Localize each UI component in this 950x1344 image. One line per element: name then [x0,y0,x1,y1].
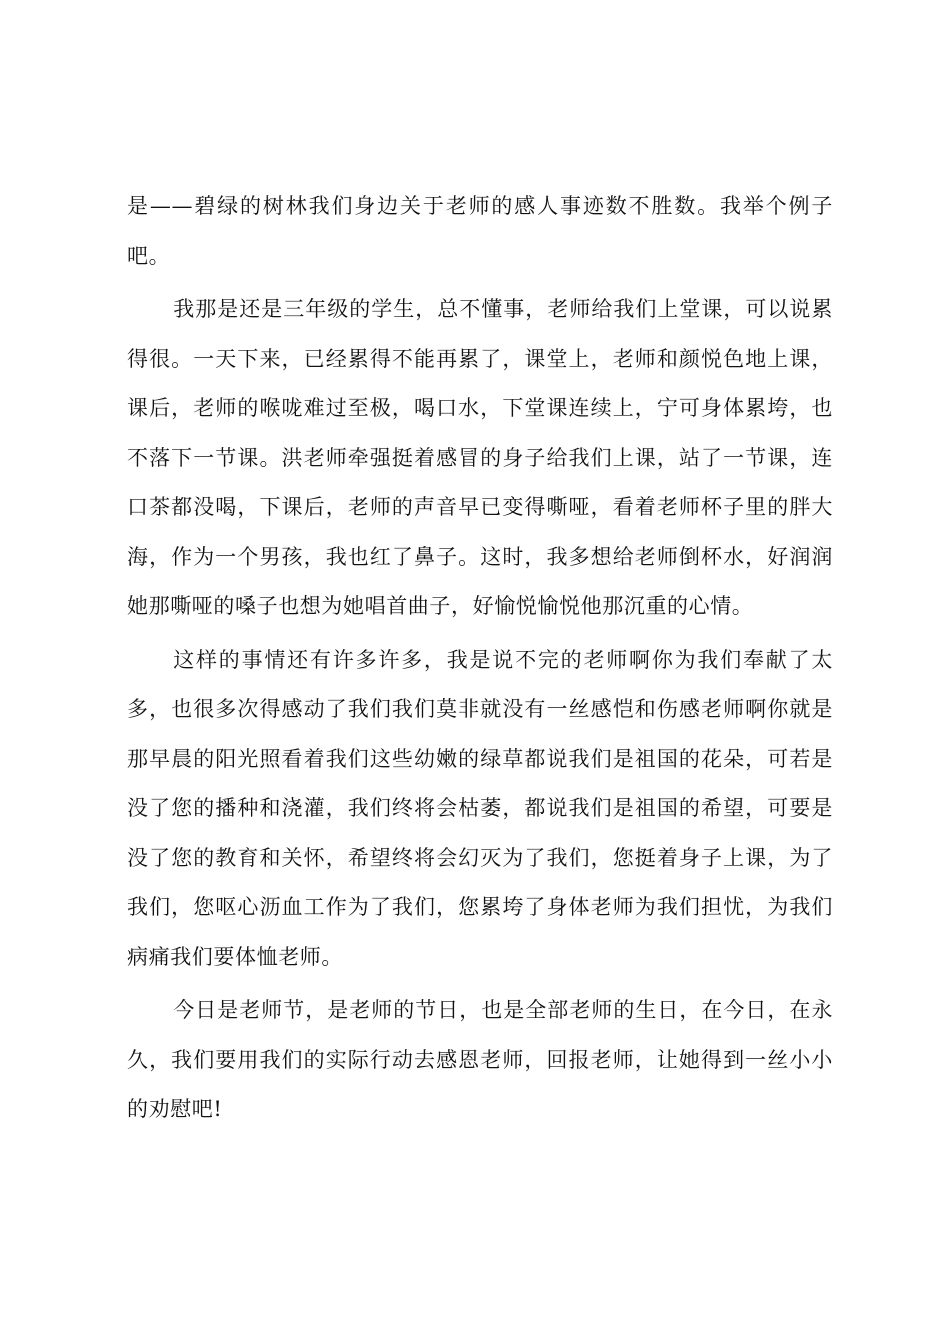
paragraph-2: 我那是还是三年级的学生，总不懂事，老师给我们上堂课，可以说累得很。一天下来，已经累得不能再累了，课堂上，老师和颜悦色地上课，课后，老师的喉咙难过至极，喝口水，下堂课连续上，宁可身体累垮，也不落下一节课。洪老师牵强挺着感冒的身子给我们上课，站了一节课，连口茶都没喝，下课后，老师的声音早已变得嘶哑，看着老师杯子里的胖大海，作为一个男孩，我也红了鼻子。这时，我多想给老师倒杯水，好润润她那嘶哑的嗓子也想为她唱首曲子，好愉悦愉悦他那沉重的心情。 [127,297,833,618]
paragraph-1: 是——碧绿的树林我们身边关于老师的感人事迹数不胜数。我举个例子吧。 [127,194,833,268]
paragraph-3: 这样的事情还有许多许多，我是说不完的老师啊你为我们奉献了太多，也很多次得感动了我们我们莫非就没有一丝感恺和伤感老师啊你就是那早晨的阳光照看着我们这些幼嫩的绿草都说我们是祖国的花朵，可若是没了您的播种和浇灌，我们终将会枯萎，都说我们是祖国的希望，可要是没了您的教育和关怀，希望终将会幻灭为了我们，您挺着身子上课，为了我们，您呕心沥血工作为了我们，您累垮了身体老师为我们担忧，为我们病痛我们要体恤老师。 [127,647,833,969]
document-body [127,182,833,1135]
paragraph-4: 今日是老师节，是老师的节日，也是全部老师的生日，在今日，在永久，我们要用我们的实际行动去感恩老师，回报老师，让她得到一丝小小的劝慰吧! [127,998,833,1121]
